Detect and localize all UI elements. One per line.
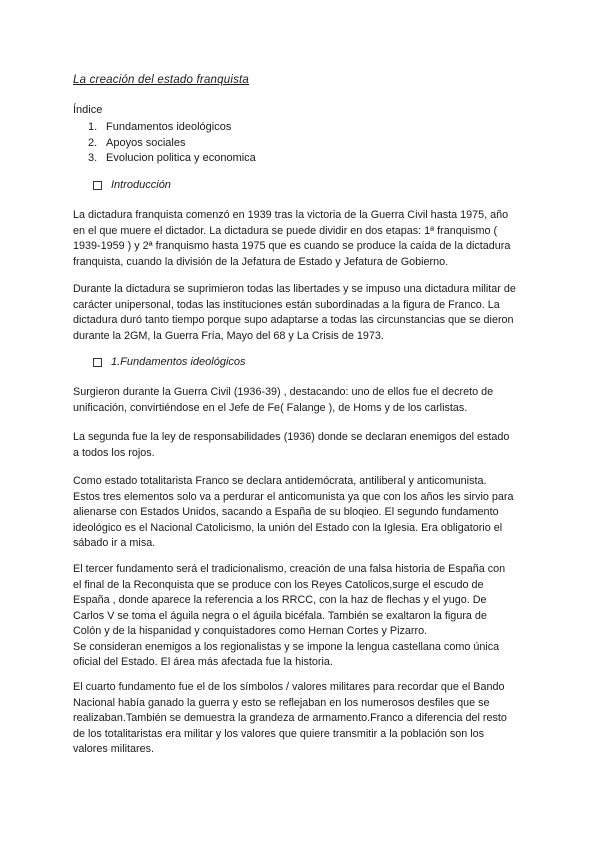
paragraph: El tercer fundamento será el tradicionalismo, creación de una falsa historia de España con el final de la Reconquista que se produce con los Reyes Catolicos,surge el escudo de España , donde aparece la referencia a los RRCC, con la haz de flechas y el yugo. De Carlos V se toma el águila negra o el águila bicéfala. También se exaltaron la figura de Colón y de la hispanidad y conquistadores como Hernan Cortes y Pizarro. Se consideran enemigos a los regionalistas y se impone la lengua castellana como única oficial del Estado. El área más afectada fue la historia. bbox=[73, 563, 506, 668]
toc-item-label: Apoyos sociales bbox=[106, 136, 186, 149]
paragraph: El cuarto fundamento fue el de los símbolos / valores militares para recordar que el Bando Nacional había ganado la guerra y esto se reflejaban en los numerosos desfiles que se realizaban.También se demuestra la grandeza de armamento.Franco a diferencia del resto de los totalitaristas era militar y los valores que quiere transmitir a la población son los valores militares. bbox=[73, 681, 507, 755]
paragraph: La dictadura franquista comenzó en 1939 tras la victoria de la Guerra Civil hasta 1975, año en el que muere el dictador. La dictadura se puede dividir en dos etapas: 1ª franquismo ( 1939-1959 ) y 2ª franquismo hasta 1975 que es cuando se produce la caída de la dictadura franquista, cuando la división de la Jefatura de Estado y Jefatura de Gobierno. bbox=[73, 209, 511, 268]
paragraph: La segunda fue la ley de responsabilidades (1936) donde se declaran enemigos del estado a todos los rojos. bbox=[73, 431, 510, 459]
heading-introduccion bbox=[93, 179, 171, 191]
checkbox-icon bbox=[93, 181, 102, 190]
toc-item: 3. Evolucion politica y economica bbox=[88, 152, 256, 164]
toc-item-label: Fundamentos ideológicos bbox=[106, 121, 232, 133]
heading-fundamentos bbox=[93, 356, 246, 368]
toc-item: 2. Apoyos sociales bbox=[88, 136, 186, 149]
paragraph: Durante la dictadura se suprimieron todas las libertades y se impuso una dictadura militar de carácter unipersonal, todas las instituciones están subordinadas a la figura de Franco. La dictadura duró tanto tiempo porque supo adaptarse a todas las circunstancias que se dieron durante la 2GM, la Guerra Fría, Mayo del 68 y La Crisis de 1973. bbox=[73, 283, 516, 342]
paragraph: Surgieron durante la Guerra Civil (1936-39) , destacando: uno de ellos fue el decreto de unificación, convirtiéndose en el Jefe de Fe( Falange ), de Homs y de los carlistas. bbox=[73, 386, 494, 414]
table-of-contents bbox=[88, 120, 256, 167]
toc-item: 1. Fundamentos ideológicos bbox=[88, 121, 232, 133]
paragraph: Como estado totalitarista Franco se declara antidemócrata, antiliberal y anticomunista. Estos tres elementos solo va a perdurar el anticomunista ya que con los años les sirvio para alienarse con Estados Unidos, sacando a España de su bloqieo. El segundo fundamento ideológico es el Nacional Catolicismo, la unión del Estado con la Iglesia. Era obligatorio el sábado ir a misa. bbox=[73, 475, 514, 549]
heading-label: 1.Fundamentos ideológicos bbox=[111, 356, 246, 368]
heading-label: Introducción bbox=[111, 179, 171, 191]
document-title: La creación del estado franquista bbox=[73, 74, 250, 86]
toc-item-label: Evolucion politica y economica bbox=[106, 152, 256, 164]
checkbox-icon bbox=[93, 358, 102, 367]
index-label: Índice bbox=[73, 104, 103, 116]
